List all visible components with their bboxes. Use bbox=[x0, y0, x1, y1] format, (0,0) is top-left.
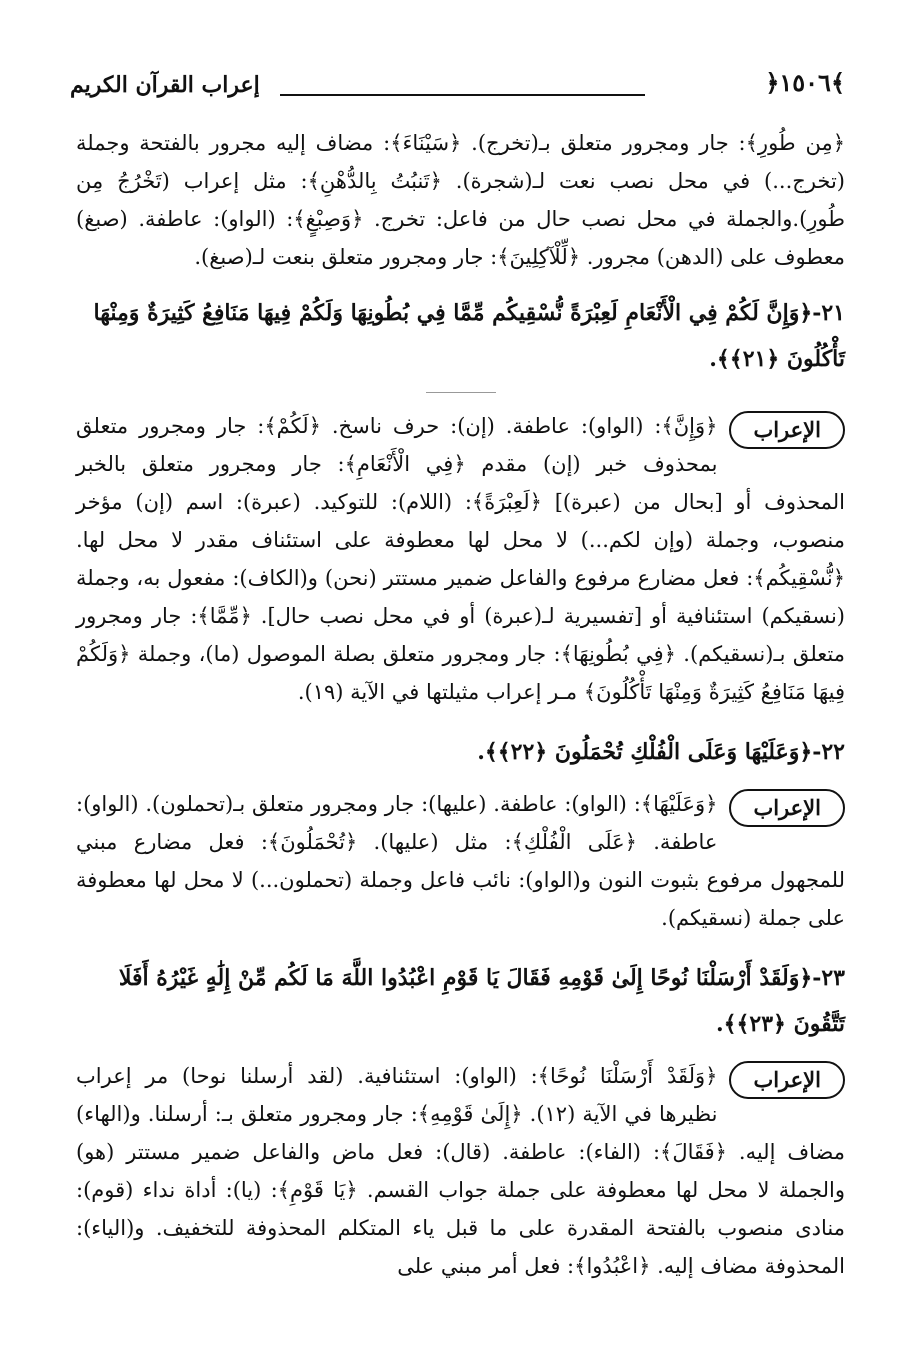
irab-text: ﴿وَلَقَدْ أَرْسَلْنَا نُوحًا﴾: (الواو): استئنافية. (لقد أرسلنا نوحا) مر إعراب نظيرها في الآية (١٢). ﴿إِلَىٰ قَوْمِهِ﴾: جار ومجرور متعلق بـ: أرسلنا. و(الهاء) مضاف إليه. ﴿فَقَالَ﴾: (الفاء): عاطفة. (قال): فعل ماض والفاعل ضمير مستتر (هو) والجملة لا محل لها معطوفة على جملة جواب القسم. ﴿يَا قَوْمِ﴾: (يا): أداة نداء (قوم): منادى منصوب بالفتحة المقدرة على ما قبل ياء المتكلم المحذوفة للتخفيف. و(الياء): المحذوفة مضاف إليه. ﴿اعْبُدُوا﴾: فعل أمر مبني على bbox=[76, 1064, 845, 1278]
irab-badge: الإعراب bbox=[729, 411, 845, 449]
section-verse-22 bbox=[76, 729, 845, 937]
verse-text: ٢٣-﴿وَلَقَدْ أَرْسَلْنَا نُوحًا إِلَىٰ قَوْمِهِ فَقَالَ يَا قَوْمِ اعْبُدُوا اللَّهَ مَا لَكُم مِّنْ إِلَٰهٍ غَيْرُهُ أَفَلَا تَتَّقُونَ ﴿٢٣﴾﴾. bbox=[118, 965, 845, 1037]
verse-text: ٢١-﴿وَإِنَّ لَكُمْ فِي الْأَنْعَامِ لَعِبْرَةً نُّسْقِيكُم مِّمَّا فِي بُطُونِهَا وَلَكُمْ فِيهَا مَنَافِعُ كَثِيرَةٌ وَمِنْهَا تَأْكُلُونَ ﴿٢١﴾﴾. bbox=[93, 300, 845, 372]
irab-badge: الإعراب bbox=[729, 1061, 845, 1099]
irab-block bbox=[76, 1057, 845, 1285]
intro-paragraph: ﴿مِن طُورِ﴾: جار ومجرور متعلق بـ(تخرج). ﴿سَيْنَاءَ﴾: مضاف إليه مجرور بالفتحة وجملة (تخرج...) في محل نصب نعت لـ(شجرة). ﴿تَنبُتُ بِالدُّهْنِ﴾: مثل إعراب (تَخْرُجُ مِن طُورِ).والجملة في محل نصب حال من فاعل: تخرج. ﴿وَصِبْغٍ﴾: (الواو): عاطفة. (صبغ) معطوف على (الدهن) مجرور. ﴿لِّلْآكِلِينَ﴾: جار ومجرور متعلق بنعت لـ(صبغ). bbox=[76, 131, 845, 269]
irab-text: ﴿وَعَلَيْهَا﴾: (الواو): عاطفة. (عليها): جار ومجرور متعلق بـ(تحملون). (الواو): عاطفة. ﴿عَلَى الْفُلْكِ﴾: مثل (عليها). ﴿تُحْمَلُونَ﴾: فعل مضارع مبني للمجهول مرفوع بثبوت النون و(الواو): نائب فاعل وجملة (تحملون...) لا محل لها معطوفة على جملة (نسقيكم). bbox=[76, 792, 845, 930]
book-title: إعراب القرآن الكريم bbox=[70, 72, 260, 98]
section-verse-21 bbox=[76, 290, 845, 711]
irab-block bbox=[76, 407, 845, 711]
irab-badge: الإعراب bbox=[729, 789, 845, 827]
verse-text: ٢٢-﴿وَعَلَيْهَا وَعَلَى الْفُلْكِ تُحْمَلُونَ ﴿٢٢﴾﴾. bbox=[477, 739, 845, 765]
page-number: ﴿١٥٠٦﴾ bbox=[765, 68, 845, 97]
section-verse-23 bbox=[76, 955, 845, 1285]
page-content bbox=[76, 124, 845, 1285]
irab-text: ﴿وَإِنَّ﴾: (الواو): عاطفة. (إن): حرف ناسخ. ﴿لَكُمْ﴾: جار ومجرور متعلق بمحذوف خبر (إن) مقدم ﴿فِي الْأَنْعَامِ﴾: جار ومجرور متعلق بالخبر المحذوف أو [بحال من (عبرة)] ﴿لَعِبْرَةً﴾: (اللام): للتوكيد. (عبرة): اسم (إن) مؤخر منصوب، وجملة (وإن لكم...) لا محل لها معطوفة على استئناف مقدر لا محل لها. ﴿نُّسْقِيكُم﴾: فعل مضارع مرفوع والفاعل ضمير مستتر (نحن) و(الكاف): مفعول به، وجملة (نسقيكم) استئنافية أو [تفسيرية لـ(عبرة) أو في محل نصب حال]. ﴿مِّمَّا﴾: جار ومجرور متعلق بـ(نسقيكم). ﴿فِي بُطُونِهَا﴾: جار ومجرور متعلق بصلة الموصول (ما)، وجملة ﴿وَلَكُمْ فِيهَا مَنَافِعُ كَثِيرَةٌ وَمِنْهَا تَأْكُلُونَ﴾ مـر إعراب مثيلتها في الآية (١٩). bbox=[76, 414, 845, 704]
header-rule bbox=[280, 94, 645, 96]
separator bbox=[426, 392, 496, 393]
irab-block bbox=[76, 785, 845, 937]
page-header bbox=[70, 66, 845, 110]
